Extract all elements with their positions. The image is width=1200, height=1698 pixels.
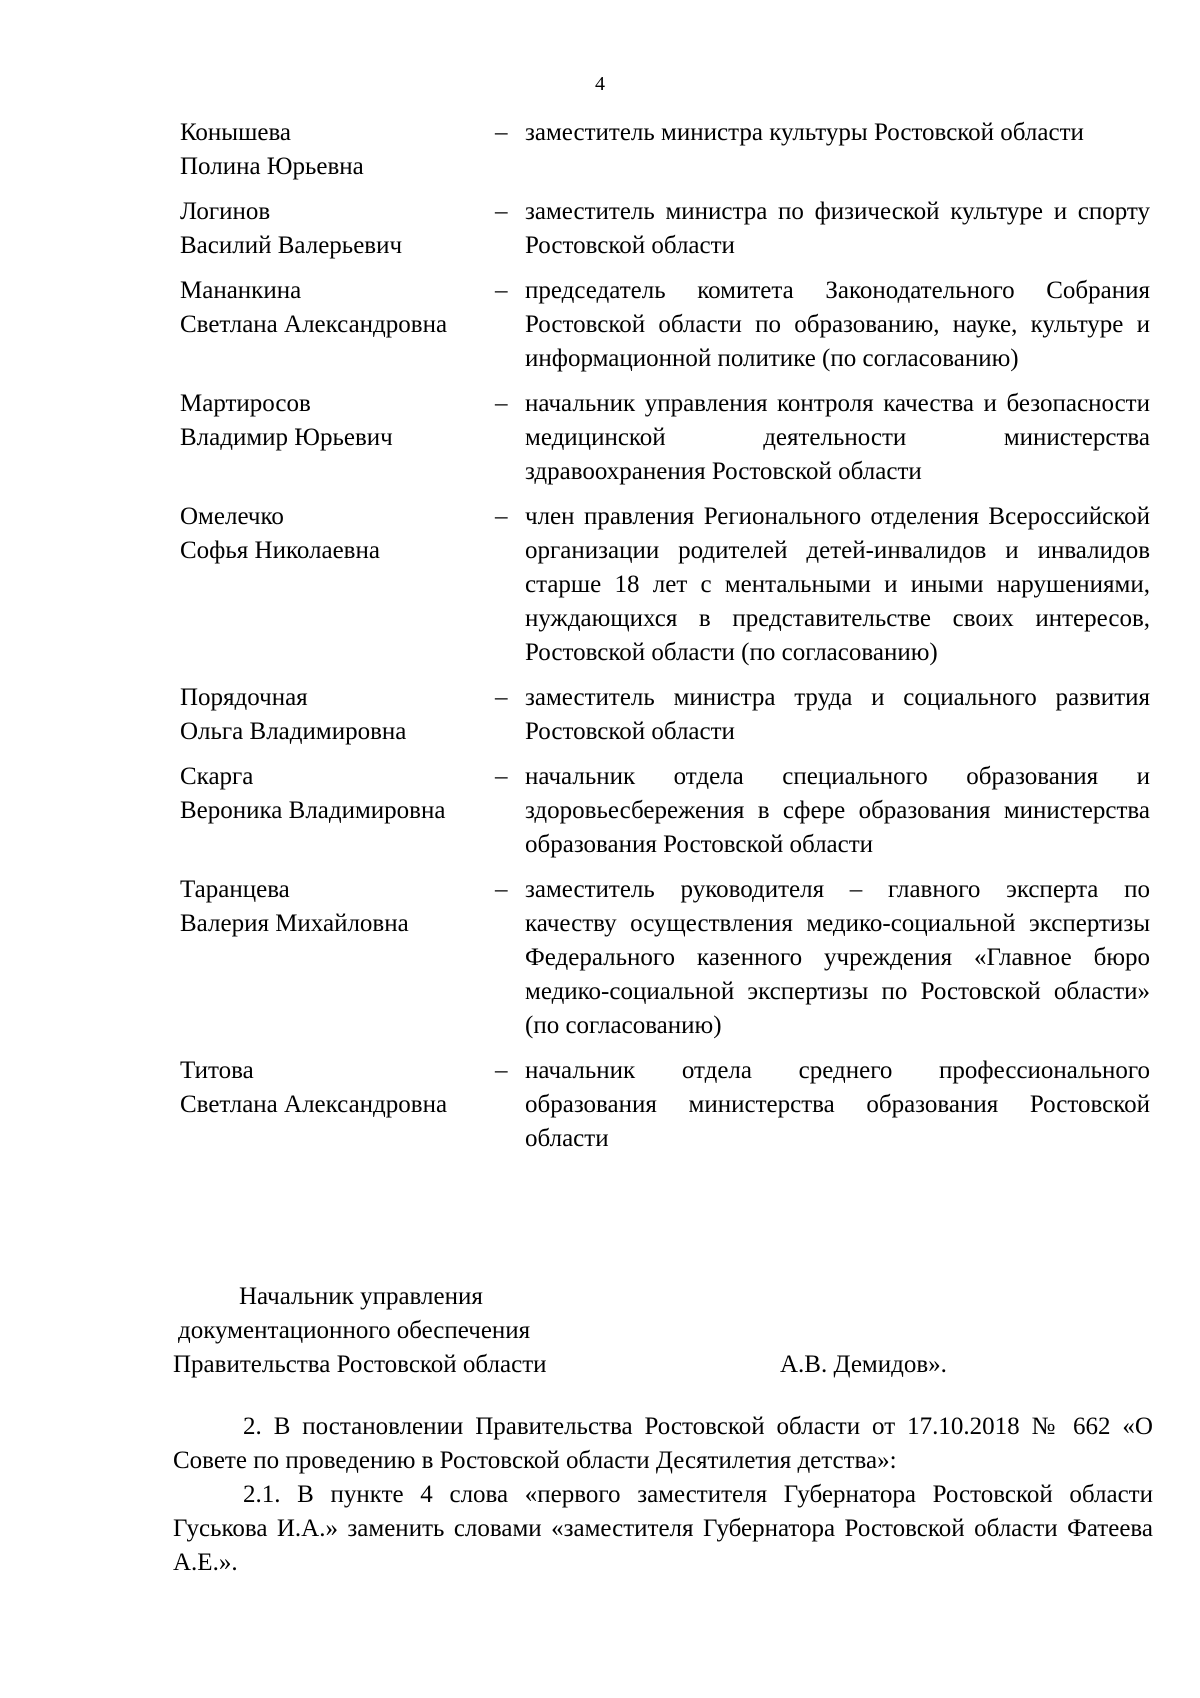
member-surname: Мартиросов <box>180 390 311 417</box>
signature-position-line3: Правительства Ростовской области <box>173 1351 547 1378</box>
member-entry <box>180 681 1150 749</box>
member-name <box>180 873 495 1043</box>
signature-position-line2: документационного обеспечения <box>178 1317 531 1344</box>
member-given-name: Владимир Юрьевич <box>180 424 393 451</box>
dash-separator: – <box>495 1057 508 1084</box>
member-entry <box>180 387 1150 489</box>
member-given-name: Софья Николаевна <box>180 537 380 564</box>
member-name <box>180 760 495 862</box>
signature-row <box>173 1348 1153 1382</box>
member-given-name: Полина Юрьевна <box>180 153 364 180</box>
member-role: заместитель министра культуры Ростовской области <box>525 119 1084 146</box>
member-name <box>180 116 495 184</box>
dash-separator: – <box>495 198 508 225</box>
member-surname: Омелечко <box>180 503 284 530</box>
member-role: заместитель министра труда и социального развития Ростовской области <box>525 684 1150 745</box>
dash-separator: – <box>495 763 508 790</box>
member-surname: Логинов <box>180 198 271 225</box>
dash-separator: – <box>495 277 508 304</box>
signature-block <box>173 1280 1153 1382</box>
signer-name: А.В. Демидов». <box>780 1351 947 1378</box>
page-number: 4 <box>595 73 605 95</box>
member-name <box>180 387 495 489</box>
member-entry <box>180 873 1150 1043</box>
member-entry <box>180 1054 1150 1156</box>
signature-position-line1: Начальник управления <box>239 1283 483 1310</box>
member-role: заместитель министра по физической культуре и спорту Ростовской области <box>525 198 1150 259</box>
council-members-list <box>180 116 1150 1167</box>
member-name <box>180 274 495 376</box>
dash-separator: – <box>495 503 508 530</box>
member-given-name: Светлана Александровна <box>180 1091 448 1118</box>
member-entry <box>180 195 1150 263</box>
amendment-paragraph: 2.1. В пункте 4 слова «первого заместителя Губернатора Ростовской области Гуськова И.А.» заменить словами «заместителя Губернатора Ростовской области Фатеева А.Е.». <box>173 1481 1153 1576</box>
dash-separator: – <box>495 684 508 711</box>
member-surname: Таранцева <box>180 876 290 903</box>
member-role: начальник управления контроля качества и безопасности медицинской деятельности министерства здравоохранения Ростовской области <box>525 390 1150 485</box>
member-surname: Порядочная <box>180 684 308 711</box>
member-role: начальник отдела среднего профессионального образования министерства образования Ростовской области <box>525 1057 1150 1152</box>
member-name <box>180 1054 495 1156</box>
member-role: заместитель руководителя – главного эксперта по качеству осуществления медико-социальной экспертизы Федерального казенного учреждения «Главное бюро медико-социальной экспертизы по Ростовской области» (по согласованию) <box>525 876 1150 1039</box>
member-role: начальник отдела специального образования и здоровьесбережения в сфере образования министерства образования Ростовской области <box>525 763 1150 858</box>
amendment-paragraphs <box>173 1410 1153 1580</box>
member-given-name: Василий Валерьевич <box>180 232 403 259</box>
dash-separator: – <box>495 390 508 417</box>
member-role: председатель комитета Законодательного Собрания Ростовской области по образованию, науке, культуре и информационной политике (по согласованию) <box>525 277 1150 372</box>
member-given-name: Светлана Александровна <box>180 311 448 338</box>
member-role: член правления Регионального отделения Всероссийской организации родителей детей-инвалидов и инвалидов старше 18 лет с ментальными и иными нарушениями, нуждающихся в представительстве своих интересов, Ростовской области (по согласованию) <box>525 503 1150 666</box>
member-name <box>180 195 495 263</box>
member-entry <box>180 760 1150 862</box>
member-surname: Титова <box>180 1057 254 1084</box>
member-entry <box>180 274 1150 376</box>
member-surname: Скарга <box>180 763 254 790</box>
member-surname: Мананкина <box>180 277 302 304</box>
dash-separator: – <box>495 876 508 903</box>
member-surname: Конышева <box>180 119 292 146</box>
member-name <box>180 681 495 749</box>
member-given-name: Вероника Владимировна <box>180 797 446 824</box>
member-given-name: Валерия Михайловна <box>180 910 409 937</box>
member-name <box>180 500 495 670</box>
member-entry <box>180 500 1150 670</box>
amendment-paragraph: 2. В постановлении Правительства Ростовской области от 17.10.2018 № 662 «О Совете по проведению в Ростовской области Десятилетия детства»: <box>173 1413 1153 1474</box>
dash-separator: – <box>495 119 508 146</box>
member-entry <box>180 116 1150 184</box>
member-given-name: Ольга Владимировна <box>180 718 407 745</box>
